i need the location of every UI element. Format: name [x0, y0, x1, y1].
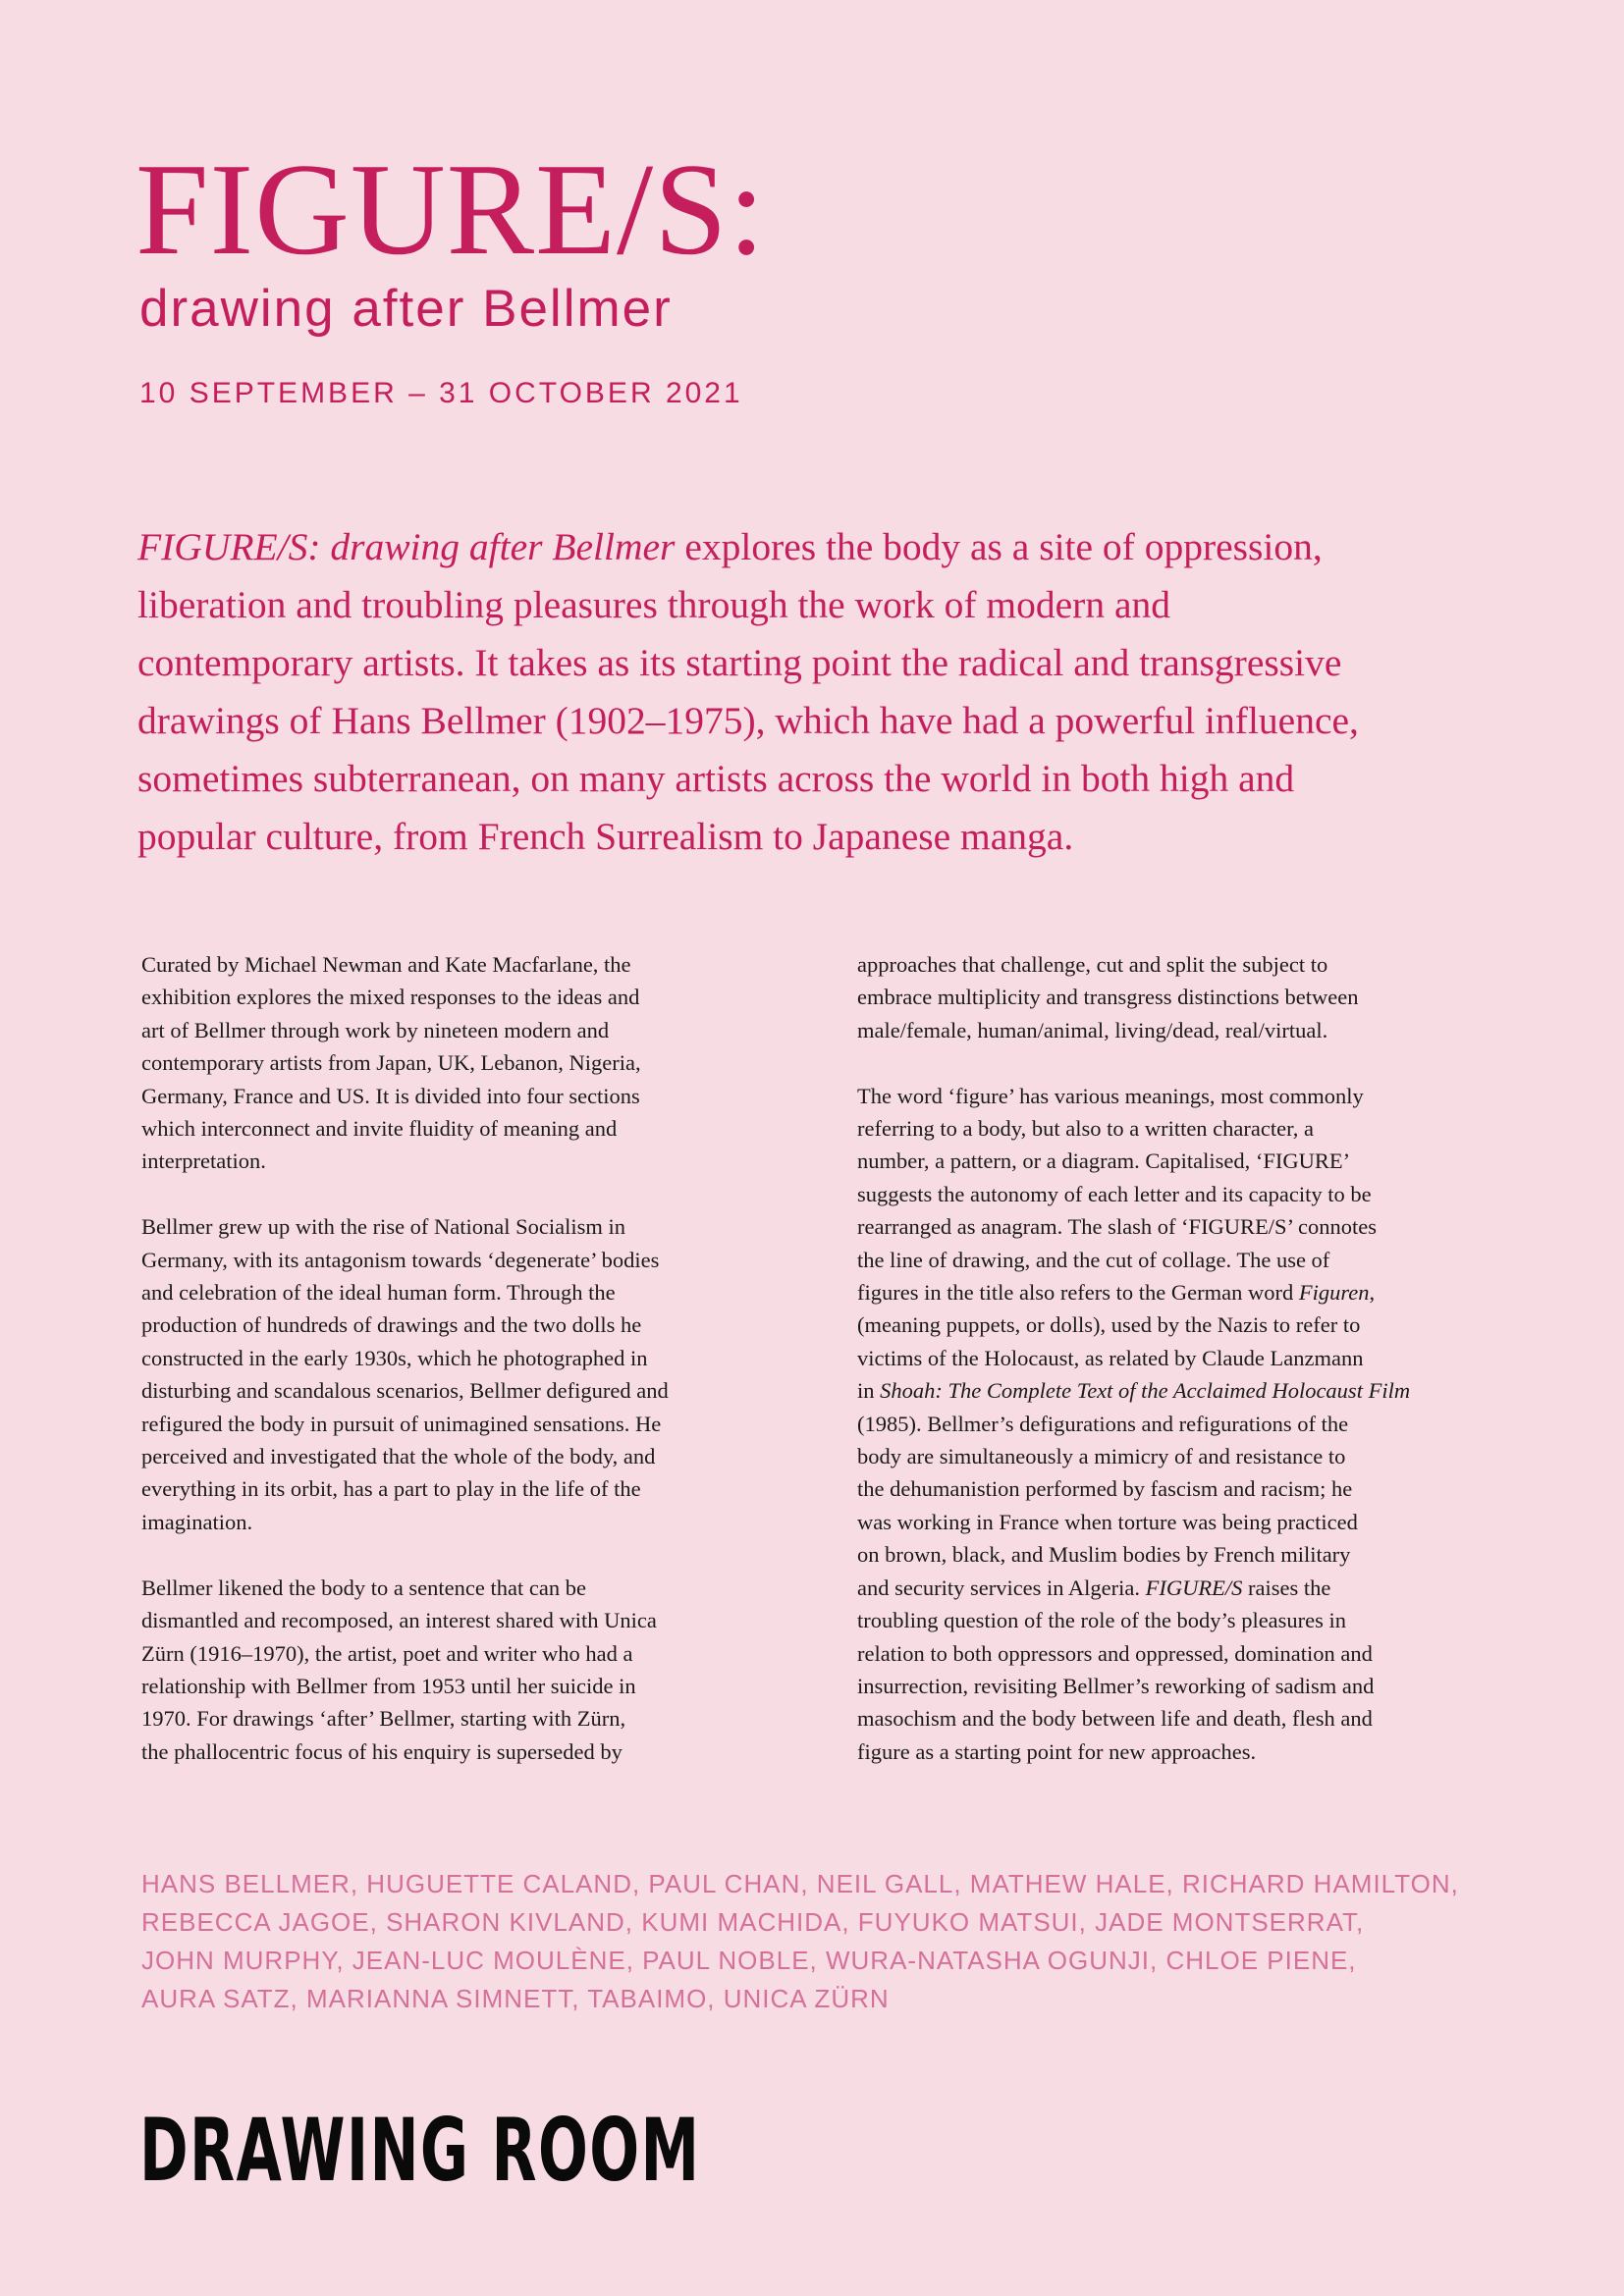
text-line: Germany, with its antagonism towards ‘degenerate’ bodies	[141, 1247, 660, 1272]
right-paragraph-2	[857, 1080, 1544, 1769]
text-line: suggests the autonomy of each letter and its capacity to be	[857, 1181, 1372, 1206]
text-line: embrace multiplicity and transgress distinctions between	[857, 985, 1359, 1010]
text-line: body are simultaneously a mimicry of and resistance to	[857, 1444, 1346, 1469]
text-line: Curated by Michael Newman and Kate Macfarlane, the	[141, 952, 631, 977]
artist-list-line: REBECCA JAGOE, SHARON KIVLAND, KUMI MACHIDA, FUYUKO MATSUI, JADE MONTSERRAT,	[141, 1907, 1365, 1937]
text-line	[857, 1572, 1544, 1604]
text-line: Zürn (1916–1970), the artist, poet and writer who had a	[141, 1640, 633, 1666]
text-line: approaches that challenge, cut and split the subject to	[857, 952, 1328, 977]
text-line: the line of drawing, and the cut of collage. The use of	[857, 1247, 1330, 1272]
text-line: number, a pattern, or a diagram. Capitalised, ‘FIGURE’	[857, 1148, 1351, 1174]
text-segment: raises the	[1242, 1575, 1331, 1600]
text-line: masochism and the body between life and death, flesh and	[857, 1706, 1373, 1732]
text-line: relation to both oppressors and oppressed, domination and	[857, 1640, 1373, 1666]
text-line	[857, 1276, 1544, 1308]
text-line: art of Bellmer through work by nineteen modern and	[141, 1017, 610, 1042]
text-line: Bellmer grew up with the rise of National Socialism in	[141, 1214, 626, 1240]
text-line: everything in its orbit, has a part to play in the life of the	[141, 1476, 641, 1502]
text-line: 1970. For drawings ‘after’ Bellmer, starting with Zürn,	[141, 1706, 626, 1732]
text-line: male/female, human/animal, living/dead, real/virtual.	[857, 1017, 1328, 1042]
text-line: Bellmer likened the body to a sentence that can be	[141, 1575, 586, 1600]
text-line: (meaning puppets, or dolls), used by the Nazis to refer to	[857, 1312, 1361, 1338]
intro-line-3: contemporary artists. It takes as its starting point the radical and transgressive	[137, 641, 1342, 684]
text-line: disturbing and scandalous scenarios, Bellmer defigured and	[141, 1378, 669, 1404]
intro-line-5: sometimes subterranean, on many artists across the world in both high and	[137, 757, 1295, 800]
text-line	[857, 1374, 1544, 1407]
text-line: the dehumanistion performed by fascism and racism; he	[857, 1476, 1353, 1502]
intro-line-1: explores the body as a site of oppression,	[675, 525, 1323, 568]
drawing-room-logo	[139, 2100, 964, 2201]
text-line: victims of the Holocaust, as related by Claude Lanzmann	[857, 1345, 1364, 1370]
text-line: the phallocentric focus of his enquiry is superseded by	[141, 1738, 623, 1764]
text-line: (1985). Bellmer’s defigurations and refigurations of the	[857, 1411, 1349, 1436]
text-line: Germany, France and US. It is divided into four sections	[141, 1083, 640, 1108]
artist-list-line: JOHN MURPHY, JEAN-LUC MOULÈNE, PAUL NOBLE, WURA-NATASHA OGUNJI, CHLOE PIENE,	[141, 1946, 1357, 1975]
intro-paragraph	[137, 518, 1512, 866]
text-line: production of hundreds of drawings and the two dolls he	[141, 1312, 642, 1338]
exhibition-subtitle: drawing after Bellmer	[139, 280, 673, 338]
text-line: referring to a body, but also to a written character, a	[857, 1116, 1314, 1142]
left-column	[141, 948, 829, 1801]
intro-line-4: drawings of Hans Bellmer (1902–1975), which have had a powerful influence,	[137, 699, 1359, 742]
intro-line-2: liberation and troubling pleasures through the work of modern and	[137, 583, 1170, 626]
intro-line-6: popular culture, from French Surrealism to Japanese manga.	[137, 815, 1074, 858]
text-line: and celebration of the ideal human form. Through the	[141, 1280, 616, 1306]
text-line: dismantled and recomposed, an interest shared with Unica	[141, 1608, 657, 1633]
exhibition-title: FIGURE/S:	[135, 136, 766, 282]
text-line: perceived and investigated that the whole of the body, and	[141, 1444, 656, 1469]
text-line: on brown, black, and Muslim bodies by French military	[857, 1542, 1351, 1568]
right-paragraph-1	[857, 948, 1544, 1046]
text-line: interpretation.	[141, 1148, 266, 1174]
left-paragraph-3	[141, 1572, 829, 1768]
artist-list-line: AURA SATZ, MARIANNA SIMNETT, TABAIMO, UNICA ZÜRN	[141, 1984, 890, 2013]
artist-list	[141, 1865, 1459, 2018]
text-line: troubling question of the role of the body’s pleasures in	[857, 1608, 1347, 1633]
left-paragraph-2	[141, 1210, 829, 1538]
text-line: imagination.	[141, 1509, 253, 1534]
text-segment: in	[857, 1378, 881, 1404]
logo-text: DRAWING ROOM	[139, 2100, 701, 2201]
shoah-title-italic: Shoah: The Complete Text of the Acclaimed Holocaust Film	[880, 1378, 1411, 1404]
text-line: figure as a starting point for new approaches.	[857, 1738, 1257, 1764]
figures-italic: FIGURE/S	[1145, 1575, 1243, 1600]
artist-list-line: HANS BELLMER, HUGUETTE CALAND, PAUL CHAN, NEIL GALL, MATHEW HALE, RICHARD HAMILTON,	[141, 1869, 1459, 1898]
text-line: The word ‘figure’ has various meanings, most commonly	[857, 1083, 1364, 1108]
text-line: exhibition explores the mixed responses to the ideas and	[141, 985, 640, 1010]
intro-title-italic: FIGURE/S: drawing after Bellmer	[137, 525, 676, 568]
text-line: constructed in the early 1930s, which he photographed in	[141, 1345, 648, 1370]
text-line: relationship with Bellmer from 1953 until her suicide in	[141, 1673, 636, 1698]
text-segment: ,	[1369, 1280, 1376, 1306]
figuren-italic: Figuren	[1298, 1280, 1370, 1306]
text-segment: and security services in Algeria.	[857, 1575, 1146, 1600]
text-line: insurrection, revisiting Bellmer’s reworking of sadism and	[857, 1673, 1375, 1698]
left-paragraph-1	[141, 948, 829, 1178]
exhibition-dates: 10 SEPTEMBER – 31 OCTOBER 2021	[139, 377, 743, 409]
text-segment: figures in the title also refers to the German word	[857, 1280, 1299, 1306]
text-line: contemporary artists from Japan, UK, Lebanon, Nigeria,	[141, 1050, 641, 1076]
text-line: refigured the body in pursuit of unimagined sensations. He	[141, 1411, 662, 1436]
text-line: was working in France when torture was being practiced	[857, 1509, 1358, 1534]
text-line: which interconnect and invite fluidity of meaning and	[141, 1116, 618, 1142]
right-column	[857, 948, 1544, 1801]
text-line: rearranged as anagram. The slash of ‘FIGURE/S’ connotes	[857, 1214, 1378, 1240]
